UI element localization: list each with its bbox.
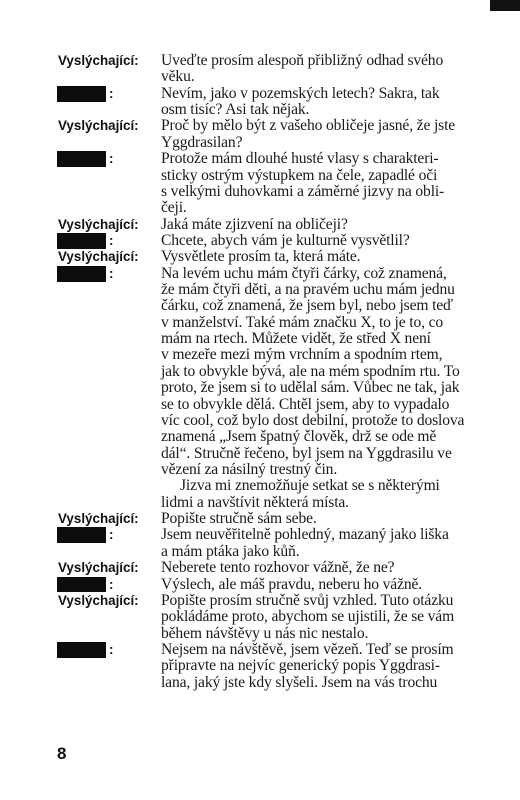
- line-text: Jizva mi znemožňuje setkat se s některými: [180, 477, 440, 495]
- line-text: Proč by mělo být z vašeho obličeje jasné, že jste: [161, 117, 456, 135]
- speaker-label-interrogator: Vyslýchající:: [58, 53, 139, 68]
- speaker-label-interrogator: Vyslýchající:: [58, 511, 139, 527]
- speaker-colon: :: [109, 232, 114, 248]
- transcript-line: [0, 364, 520, 380]
- transcript-line: [0, 184, 520, 200]
- transcript-line: [0, 658, 520, 674]
- transcript-line: [0, 577, 520, 593]
- line-text: a mám ptáka jako kůň.: [161, 542, 300, 560]
- speaker-colon: :: [109, 576, 114, 592]
- line-text: Protože mám dlouhé husté vlasy s charakteri-: [161, 150, 439, 168]
- transcript-line: [0, 380, 520, 396]
- line-text: Neberete tento rozhovor vážně, že ne?: [161, 559, 395, 577]
- transcript-line: [0, 478, 520, 494]
- redacted-speaker-name: [57, 577, 106, 593]
- transcript-line: [0, 102, 520, 118]
- line-text: mám na rtech. Můžete vidět, že střed X není: [161, 330, 431, 348]
- transcript-line: [0, 217, 520, 233]
- line-text: v mezeře mezi mým vrchním a spodním rtem,: [161, 346, 443, 364]
- transcript-line: [0, 544, 520, 560]
- line-text: lidmi a navštívit některá místa.: [161, 493, 349, 511]
- line-text: Na levém uchu mám čtyři čárky, což znamená,: [161, 264, 447, 282]
- redacted-speaker-name: [57, 233, 106, 249]
- transcript-line: [0, 560, 520, 576]
- transcript-line: [0, 413, 520, 429]
- line-text: věku.: [161, 68, 195, 86]
- speaker-label-interrogator: Vyslýchající:: [58, 118, 139, 134]
- speaker-label-interrogator: Vyslýchající:: [58, 216, 139, 232]
- line-text: pokládáme proto, abychom se ujistili, že se vám: [161, 608, 455, 626]
- line-text: Uveďte prosím alespoň přibližný odhad svého: [161, 52, 444, 69]
- transcript-line: [0, 151, 520, 167]
- transcript-line: [0, 118, 520, 134]
- transcript-line: [0, 511, 520, 527]
- redacted-speaker-name: [57, 527, 106, 543]
- transcript-line: [0, 397, 520, 413]
- line-text: Nejsem na návštěvě, jsem vězeň. Teď se prosím: [161, 640, 454, 658]
- transcript-line: [0, 609, 520, 625]
- transcript-line: [0, 331, 520, 347]
- corner-bleed-mark: [490, 0, 520, 11]
- speaker-colon: :: [109, 151, 114, 167]
- transcript-line: [0, 527, 520, 543]
- line-text: dál“. Stručně řečeno, byl jsem na Yggdrasilu ve: [161, 444, 452, 462]
- transcript-line: [0, 347, 520, 363]
- line-text: Jaká máte zjizvení na obličeji?: [161, 215, 348, 233]
- transcript-line: [0, 593, 520, 609]
- line-text: se to obvykle dělá. Chtěl jsem, aby to vypadalo: [161, 395, 450, 413]
- line-text: s velkými duhovkami a záměrné jizvy na obli-: [161, 182, 445, 200]
- line-text: Vysvětlete prosím ta, která máte.: [161, 248, 361, 266]
- redacted-speaker-name: [57, 642, 106, 658]
- transcript-line: [0, 282, 520, 298]
- line-text: lana, jaký jste kdy slyšeli. Jsem na vás trochu: [161, 673, 438, 691]
- redacted-speaker-name: [57, 86, 106, 102]
- transcript-line: [0, 53, 520, 69]
- line-text: Popište prosím stručně svůj vzhled. Tuto otázku: [161, 591, 454, 609]
- line-text: Yggdrasilan?: [161, 133, 243, 151]
- transcript-line: [0, 233, 520, 249]
- transcript-line: [0, 675, 520, 691]
- transcript-line: [0, 446, 520, 462]
- page-number: 8: [57, 744, 67, 763]
- line-text: Chcete, abych vám je kulturně vysvětlil?: [161, 231, 410, 249]
- transcript-line: [0, 462, 520, 478]
- line-text: proto, že jsem si to udělal sám. Vůbec ne tak, jak: [161, 379, 460, 397]
- transcript-line: [0, 429, 520, 445]
- redacted-speaker-name: [57, 266, 106, 282]
- speaker-label-interrogator: Vyslýchající:: [58, 249, 139, 265]
- line-text: Jsem neuvěřitelně pohledný, mazaný jako liška: [161, 526, 449, 544]
- transcript-line: [0, 495, 520, 511]
- transcript-line: [0, 69, 520, 85]
- transcript-line: [0, 200, 520, 216]
- line-text: během návštěvy u nás nic nestalo.: [161, 624, 369, 642]
- transcript-line: [0, 168, 520, 184]
- speaker-colon: :: [109, 265, 114, 281]
- line-text: osm tisíc? Asi tak nějak.: [161, 101, 310, 119]
- transcript-line: [0, 642, 520, 658]
- line-text: čárku, což znamená, že jsem byl, nebo jsem teď: [161, 297, 453, 315]
- transcript-line: [0, 135, 520, 151]
- line-text: znamená „Jsem špatný člověk, drž se ode mě: [161, 428, 437, 446]
- line-text: Nevím, jako v pozemských letech? Sakra, tak: [161, 84, 440, 102]
- transcript-line: [0, 249, 520, 265]
- transcript-line: [0, 86, 520, 102]
- line-text: jak to obvykle bývá, ale na mém spodním rtu. To: [161, 362, 460, 380]
- line-text: Výslech, ale máš pravdu, neberu ho vážně.: [161, 575, 423, 593]
- line-text: čeji.: [161, 199, 187, 217]
- redacted-speaker-name: [57, 151, 106, 167]
- speaker-colon: :: [109, 527, 114, 543]
- transcript-line: [0, 315, 520, 331]
- line-text: připravte na nejvíc generický popis Yggdrasi-: [161, 657, 440, 675]
- speaker-colon: :: [109, 641, 114, 657]
- line-text: v manželství. Také mám značku X, to je to, co: [161, 313, 444, 331]
- speaker-label-interrogator: Vyslýchající:: [58, 592, 139, 608]
- transcript-line: [0, 626, 520, 642]
- transcript-line: [0, 266, 520, 282]
- line-text: že mám čtyři děti, a na pravém uchu mám jednu: [161, 281, 455, 299]
- line-text: vězení za násilný trestný čin.: [161, 461, 338, 478]
- speaker-label-interrogator: Vyslýchající:: [58, 560, 139, 576]
- speaker-colon: :: [109, 85, 114, 101]
- transcript-line: [0, 298, 520, 314]
- line-text: sticky ostrým výstupkem na čele, zapadlé oči: [161, 166, 438, 184]
- line-text: víc cool, což bylo dost debilní, protože to doslova: [161, 411, 465, 429]
- line-text: Popište stručně sám sebe.: [161, 510, 317, 528]
